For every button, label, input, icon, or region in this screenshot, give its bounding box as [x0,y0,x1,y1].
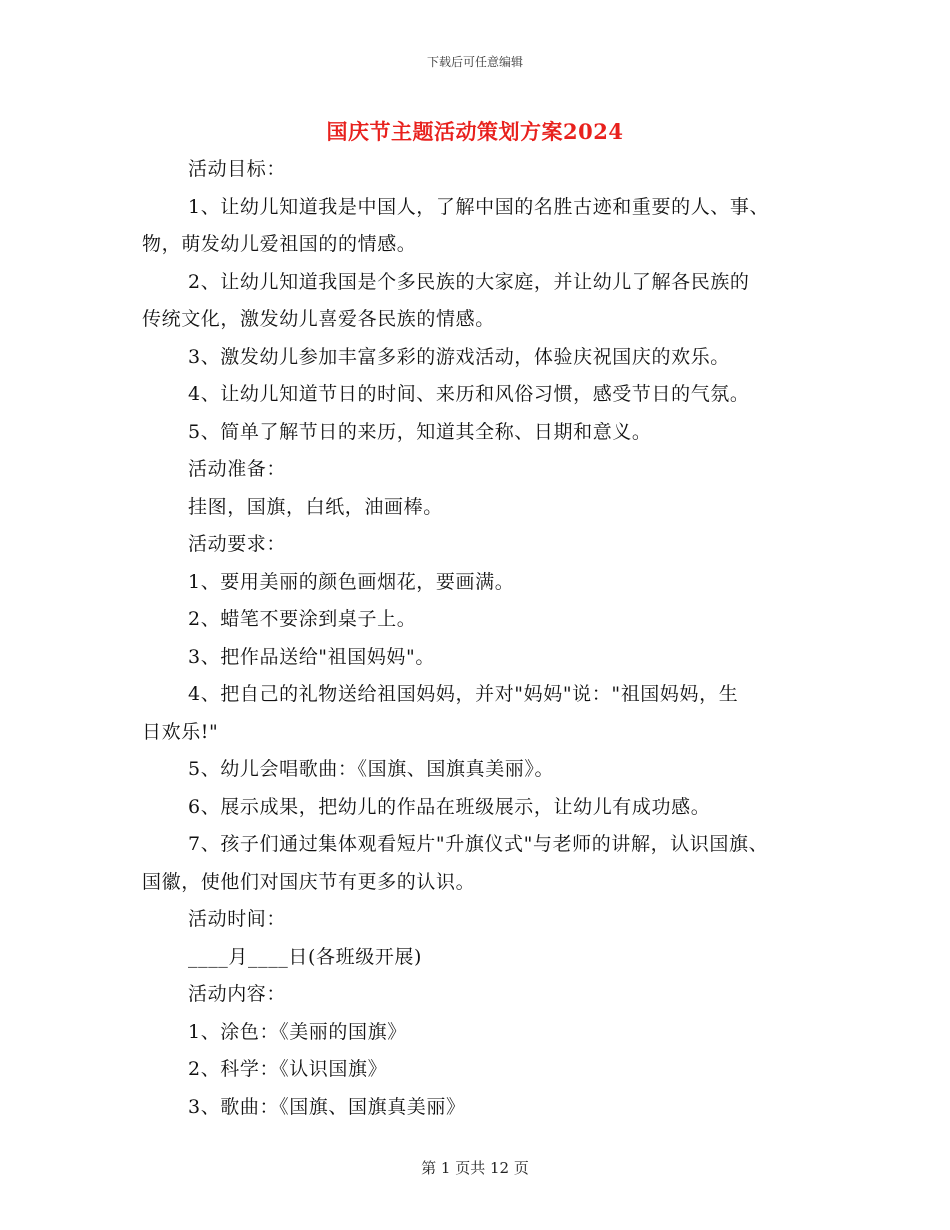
paragraph-line: 挂图，国旗，白纸，油画棒。 [188,495,443,518]
page-footer: 第 1 页共 12 页 [421,1159,529,1177]
paragraph-line: 3、歌曲：《国旗、国旗真美丽》 [188,1095,466,1118]
paragraph-line: 7、孩子们通过集体观看短片"升旗仪式"与老师的讲解，认识国旗、 [188,833,769,855]
paragraph-line: 2、蜡笔不要涂到桌子上。 [188,608,417,630]
section-heading-requirements: 活动要求： [188,533,287,555]
paragraph-line: ____月____日(各班级开展) [188,945,423,968]
paragraph-line: 6、展示成果，把幼儿的作品在班级展示，让幼儿有成功感。 [188,795,711,818]
section-heading-content: 活动内容： [188,983,287,1005]
paragraph-line: 5、幼儿会唱歌曲：《国旗、国旗真美丽》。 [188,758,555,780]
paragraph-line: 国徽，使他们对国庆节有更多的认识。 [142,870,476,893]
paragraph-line: 3、把作品送给"祖国妈妈"。 [188,645,435,668]
section-heading-goals: 活动目标： [188,158,287,180]
section-heading-time: 活动时间： [188,908,287,930]
paragraph-line: 日欢乐!" [142,720,219,743]
paragraph-line: 传统文化，激发幼儿喜爱各民族的情感。 [142,308,495,330]
paragraph-line: 3、激发幼儿参加丰富多彩的游戏活动，体验庆祝国庆的欢乐。 [188,345,730,368]
document-title: 国庆节主题活动策划方案2024 [326,119,624,144]
paragraph-line: 4、把自己的礼物送给祖国妈妈，并对"妈妈"说："祖国妈妈，生 [188,683,739,705]
page-header: 下载后可任意编辑 [426,55,523,69]
paragraph-line: 物，萌发幼儿爱祖国的的情感。 [142,233,417,255]
paragraph-line: 1、要用美丽的颜色画烟花，要画满。 [188,570,515,593]
section-heading-preparation: 活动准备： [188,458,287,480]
paragraph-line: 4、让幼儿知道节日的时间、来历和风俗习惯，感受节日的气氛。 [188,383,750,405]
paragraph-line: 2、让幼儿知道我国是个多民族的大家庭，并让幼儿了解各民族的 [188,270,750,293]
paragraph-line: 5、简单了解节日的来历，知道其全称、日期和意义。 [188,420,652,443]
paragraph-line: 1、让幼儿知道我是中国人，了解中国的名胜古迹和重要的人、事、 [188,195,770,218]
paragraph-line: 1、涂色：《美丽的国旗》 [188,1020,407,1043]
document-body [142,151,826,1126]
paragraph-line: 2、科学：《认识国旗》 [188,1058,388,1080]
